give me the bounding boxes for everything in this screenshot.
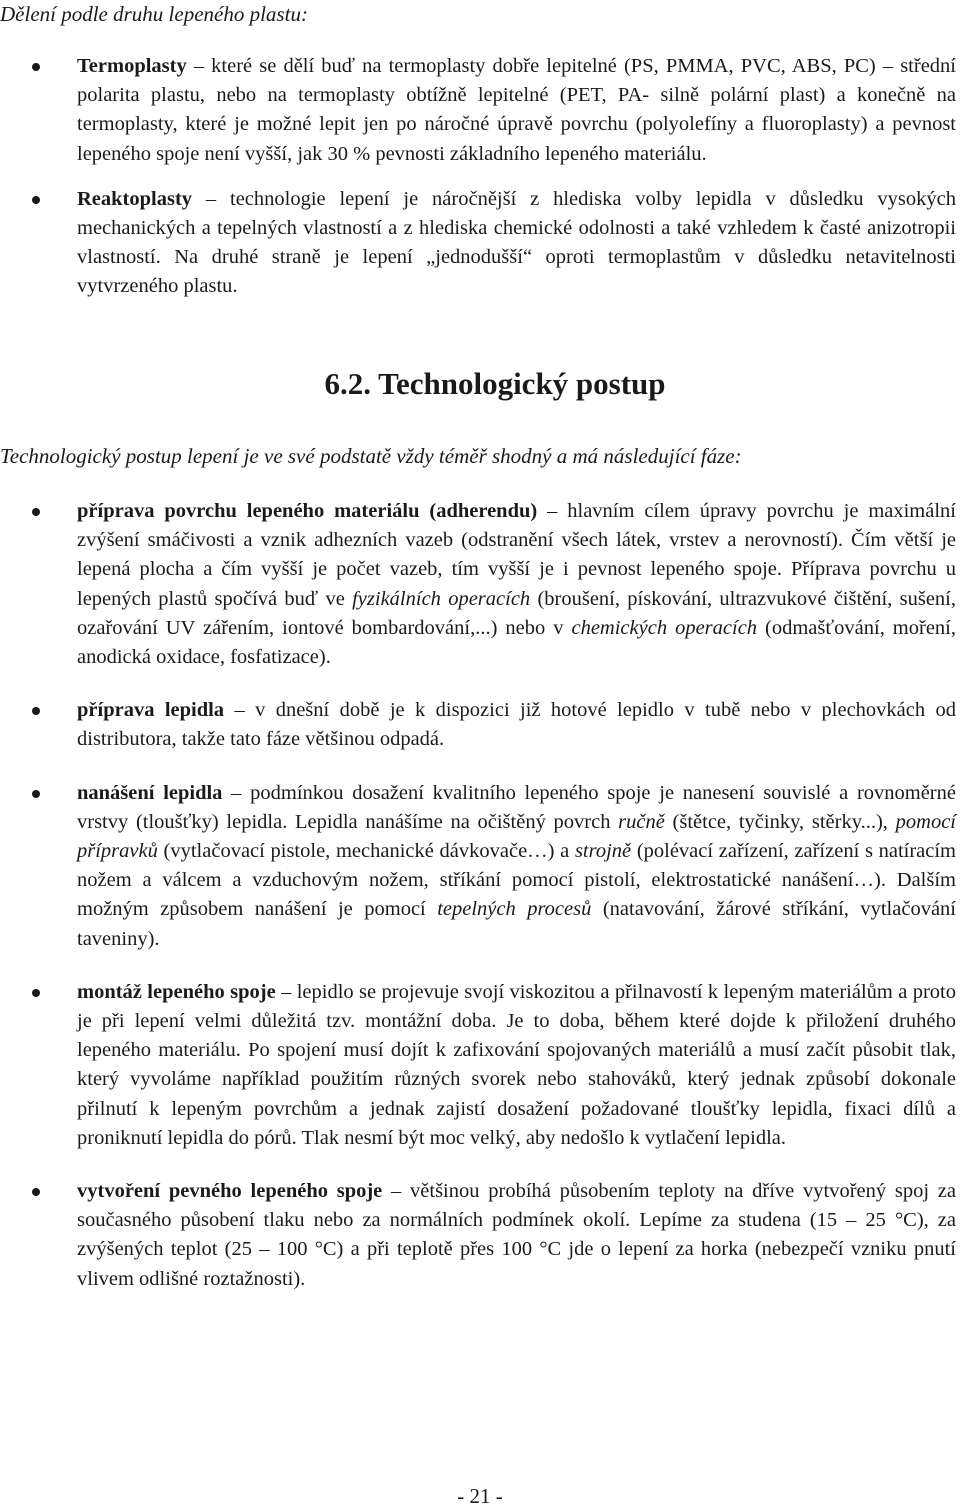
italic-segment: tepelných procesů: [437, 898, 592, 921]
list-item-phase-5: [0, 1177, 960, 1294]
list-item-termoplasty: [0, 52, 960, 169]
term-reaktoplasty: Reaktoplasty: [77, 187, 193, 210]
text-segment: (broušení, pískování, ultrazvukové čištění, sušení, ozařování UV zářením, iontové bombardování,...) nebo v: [77, 587, 957, 639]
list-item-phase-2: [0, 696, 960, 754]
section-heading: [0, 366, 960, 402]
text-reaktoplasty: – technologie lepení je náročnější z hlediska volby lepidla v důsledku vysokých mechanických a tepelných vlastností a z hlediska chemické odolnosti a také vzhledem k časté anizotropii vlastností. Na druhé straně je lepení „jednodušší“ oproti termoplastům v důsledku netavitelnosti vytvrzeného plastu.: [77, 187, 956, 298]
text-segment: – podmínkou dosažení kvalitního lepeného spoje je nanesení souvislé a rovnoměrné vrstvy (tloušťky) lepidla. Lepidla nanášíme na očištěný povrch: [77, 781, 956, 833]
text-segment: (natavování, žárové stříkání, vytlačování taveniny).: [77, 898, 956, 950]
text-segment: – v dnešní době je k dispozici již hotové lepidlo v tubě nebo v plechovkách od distributora, takže tato fáze většinou odpadá.: [77, 699, 956, 751]
term-termoplasty: Termoplasty: [77, 55, 187, 77]
text-segment: – hlavním cílem úpravy povrchu je maximální zvýšení smáčivosti a vznik adhezních vazeb (odstranění všech látek, vrstev a nerovností). Čím větší je lepená plocha a čím vyšší je počet vazeb, tím vyšší je i pevnost lepeného spoje. Příprava povrchu u lepených plastů spočívá buď ve: [77, 500, 956, 610]
bullet-icon: [32, 508, 40, 516]
phases-list: [0, 497, 960, 1294]
text-segment: (vytlačovací pistole, mechanické dávkovače…) a: [157, 840, 575, 863]
term-phase-5: vytvoření pevného lepeného spoje: [77, 1180, 383, 1203]
list-item-phase-4: [0, 978, 960, 1153]
page-number: - 21 -: [457, 1484, 503, 1508]
plastic-types-list: [0, 52, 960, 302]
list-item-phase-3: [0, 779, 960, 954]
italic-segment: strojně: [574, 840, 632, 863]
italic-segment: chemických operacích: [571, 616, 758, 639]
bullet-icon: [32, 790, 40, 798]
italic-segment: pomocí přípravků: [77, 810, 956, 863]
text-segment: (štětce, tyčinky, stěrky...),: [664, 810, 896, 833]
term-phase-1: příprava povrchu lepeného materiálu (adherendu): [77, 500, 538, 522]
text-termoplasty: – které se dělí buď na termoplasty dobře lepitelné (PS, PMMA, PVC, ABS, PC) – střední polarita plastu, nebo na termoplasty obtížně lepitelné (PET, PA- silně polární plast) a konečně na termoplasty, které je možné lepit jen po náročné úpravě povrchu (polyolefíny a fluoroplasty) a pevnost lepeného spoje není vyšší, jak 30 % pevnosti základního lepeného materiálu.: [77, 55, 956, 165]
lead-paragraph: Technologický postup lepení je ve své podstatě vždy téměř shodný a má následující fáze:: [0, 444, 742, 468]
text-segment: – lepidlo se projevuje svojí viskozitou a přilnavostí k lepeným materiálům a proto je při lepení velmi důležitá tzv. montážní doba. Je to doba, během které dojde k přiložení druhého lepeného materiálu. Po spojení musí dojít k zafixování spojovaných materiálů a musí začít působit tlak, který vyvoláme například použitím různých svorek nebo stahováků, který jednak způsobí dokonale přilnutí k lepeným povrchům a jednak zajistí dosažení požadované tloušťky lepidla, fixaci dílů a proniknutí lepidla do pórů. Tlak nesmí být moc velký, aby nedošlo k vytlačení lepidla.: [77, 980, 957, 1149]
term-phase-4: montáž lepeného spoje: [77, 980, 276, 1003]
list-item-phase-1: [0, 497, 960, 672]
term-phase-3: nanášení lepidla: [77, 781, 223, 804]
term-phase-2: příprava lepidla: [77, 699, 225, 722]
bullet-icon: [32, 707, 40, 715]
intro-heading: Dělení podle druhu lepeného plastu:: [0, 2, 308, 26]
list-item-reaktoplasty: [0, 185, 960, 302]
text-segment: – většinou probíhá působením teploty na dříve vytvořený spoj za současného působení tlaku nebo za normálních podmínek okolí. Lepíme za studena (15 – 25 °C), za zvýšených teplot (25 – 100 °C) a při teplotě přes 100 °C jde o lepení za horka (nebezpečí vzniku pnutí vlivem odlišné roztažnosti).: [77, 1180, 956, 1290]
bullet-icon: [32, 989, 40, 997]
bullet-icon: [32, 196, 40, 204]
text-segment: (polévací zařízení, zařízení s natíracím nožem a válcem a vzduchovým nožem, stříkání pomocí pistolí, elektrostatické nanášení…). Dalším možným způsobem nanášení je pomocí: [77, 840, 956, 921]
bullet-icon: [32, 63, 40, 71]
italic-segment: fyzikálních operacích: [352, 587, 531, 610]
section-heading-text: 6.2. Technologický postup: [324, 366, 666, 401]
text-segment: (odmašťování, moření, anodická oxidace, fosfatizace).: [77, 616, 956, 669]
italic-segment: ručně: [618, 810, 665, 833]
bullet-icon: [32, 1188, 40, 1196]
